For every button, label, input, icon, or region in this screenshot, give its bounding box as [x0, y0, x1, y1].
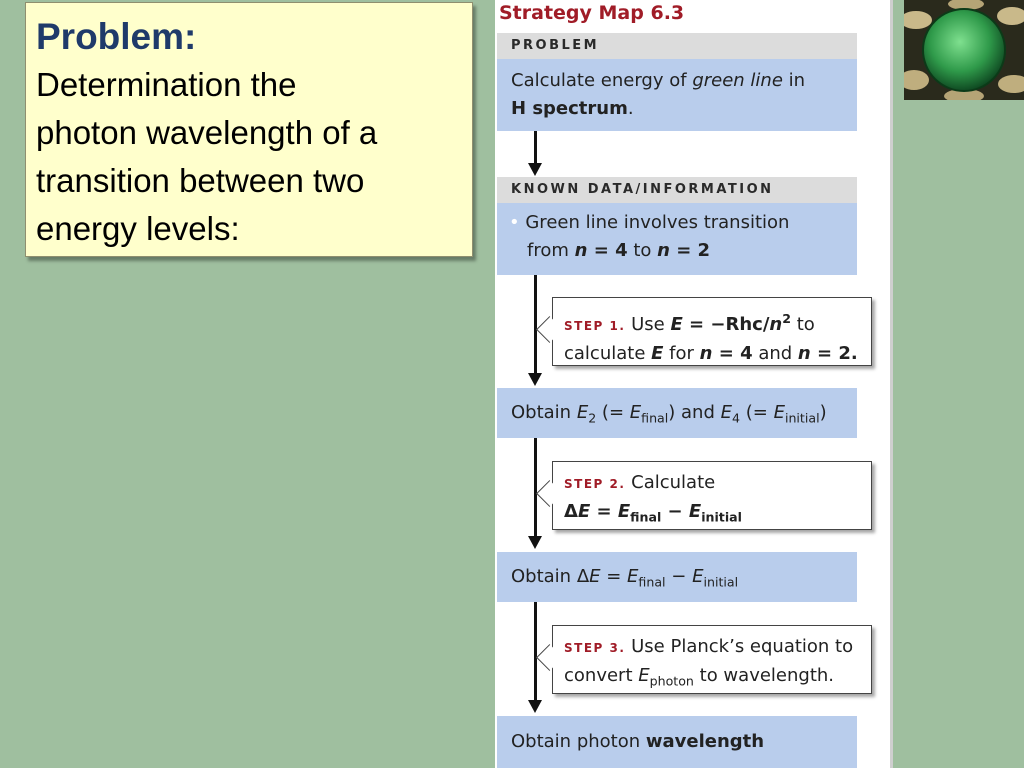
problem-statement-box [497, 59, 857, 131]
step-1-label: STEP 1. [564, 319, 626, 333]
result-1-box: Obtain $E_2$ (= $E_{final}$) and $E_4$ (= $E_{initial}$) [497, 388, 857, 438]
step-2-box [552, 461, 872, 530]
green-cell-illustration [904, 0, 1024, 100]
problem-line-2: photon wavelength of a [36, 114, 378, 151]
arrowhead-4 [528, 700, 542, 713]
problem-statement-line-2: H spectrum. [511, 98, 634, 119]
problem-line-3: transition between two [36, 162, 365, 199]
strategy-map-panel [495, 0, 893, 768]
step-2-pointer [536, 480, 563, 507]
problem-statement-line-1: Calculate energy of green line in [511, 70, 806, 91]
arrowhead-1 [528, 163, 542, 176]
known-data-line-1: • Green line involves transition [509, 212, 790, 233]
step-3-label: STEP 3. [564, 641, 626, 655]
step-1-line-2: calculate E for n = 4 and n = 2. [564, 343, 858, 364]
known-data-line-2: from n = 4 to n = 2 [527, 240, 711, 261]
problem-title: Problem: [36, 16, 197, 57]
flow-arrow-1 [534, 131, 537, 165]
problem-box [25, 2, 473, 257]
step-1-pointer [536, 316, 563, 343]
known-data-box [497, 203, 857, 275]
step-3-pointer [536, 644, 563, 671]
strategy-map-title: Strategy Map 6.3 [499, 2, 685, 24]
arrowhead-2 [528, 373, 542, 386]
step-3-line-1: STEP 3. Use Planck’s equation to [564, 636, 854, 657]
step-1-line-1: STEP 1. Use $E = -Rhc/n^2$ to [564, 311, 815, 335]
step-2-line-1: STEP 2. Calculate [564, 472, 716, 493]
problem-line-1: Determination the [36, 66, 297, 103]
step-3-box [552, 625, 872, 694]
result-2-box: Obtain $\Delta E = E_{final} - E_{initial}$ [497, 552, 857, 602]
step-3-line-2: convert $E_{photon}$ to wavelength. [564, 665, 835, 689]
problem-description [36, 61, 466, 253]
flow-arrow-2 [534, 275, 537, 375]
cell-thumbnail-image [904, 0, 1024, 100]
known-data-header: KNOWN DATA/INFORMATION [497, 177, 857, 203]
flow-arrow-3 [534, 438, 537, 538]
result-3-box: Obtain photon wavelength [497, 716, 857, 768]
problem-section-header: PROBLEM [497, 33, 857, 59]
step-2-label: STEP 2. [564, 477, 626, 491]
step-1-box [552, 297, 872, 366]
problem-line-4: energy levels: [36, 210, 240, 247]
arrowhead-3 [528, 536, 542, 549]
step-2-line-2: $\Delta E = E_{final} - E_{initial}$ [564, 501, 742, 525]
flow-arrow-4 [534, 602, 537, 702]
